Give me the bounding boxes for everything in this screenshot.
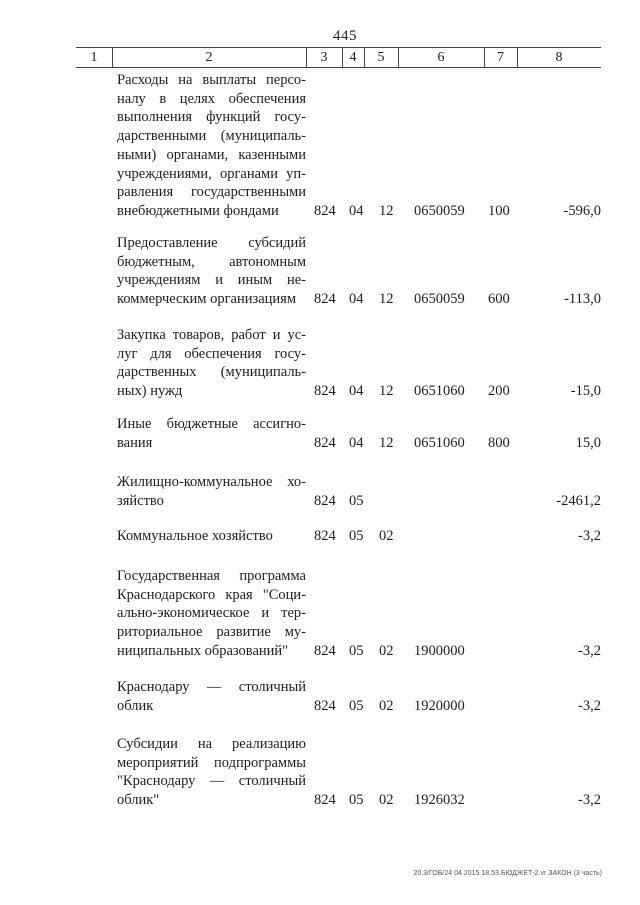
cell-c8: -3,2 <box>578 642 601 659</box>
row-description <box>117 567 306 661</box>
description-line: Закупка товаров, работ и ус- <box>117 327 306 343</box>
row-description <box>117 326 306 401</box>
description-line: равления государственными <box>117 184 306 201</box>
cell-c8: -3,2 <box>578 792 601 809</box>
description-line: дарственными (муниципаль- <box>117 128 306 145</box>
cell-c4: 04 <box>349 202 364 219</box>
cell-c8: 15,0 <box>575 434 601 451</box>
cell-c3: 824 <box>314 434 336 451</box>
table-row <box>0 415 640 452</box>
description-line: дарственных (муниципаль- <box>117 364 306 381</box>
header-col-5: 5 <box>364 48 399 67</box>
cell-c3: 824 <box>314 383 336 400</box>
description-line: ально-экономическое и тер- <box>117 605 306 622</box>
cell-c8: -15,0 <box>570 383 601 400</box>
cell-c7: 100 <box>488 202 510 219</box>
description-line: бюджетным, автономным <box>117 253 306 270</box>
cell-c4: 05 <box>349 528 364 544</box>
header-col-7: 7 <box>484 48 518 67</box>
cell-c3: 824 <box>314 792 336 809</box>
header-col-4: 4 <box>342 48 365 67</box>
cell-c8: -3,2 <box>578 697 601 714</box>
cell-c3: 824 <box>314 202 336 219</box>
row-description <box>117 678 306 715</box>
description-line: "Краснодару — столичный <box>117 773 306 790</box>
cell-c8: -113,0 <box>564 291 601 308</box>
description-line: коммерческим организациям <box>117 291 297 308</box>
table-row <box>0 567 640 661</box>
header-col-3: 3 <box>306 48 343 67</box>
table-row <box>0 473 640 510</box>
description-line: Предоставление субсидий <box>117 235 306 251</box>
description-line: луг для обеспечения госу- <box>117 345 306 362</box>
cell-c6: 1920000 <box>414 697 465 714</box>
description-line: Краснодарского края "Соци- <box>117 586 306 603</box>
table-row <box>0 527 640 546</box>
cell-c5: 12 <box>379 291 394 308</box>
cell-c5: 12 <box>379 383 394 400</box>
row-description <box>117 473 306 510</box>
description-line: Коммунальное хозяйство <box>117 528 273 544</box>
cell-c5: 02 <box>379 697 394 714</box>
cell-c5: 02 <box>379 528 394 544</box>
table-row <box>0 678 640 715</box>
cell-c4: 05 <box>349 642 364 659</box>
cell-c6: 0651060 <box>414 434 465 451</box>
cell-c4: 04 <box>349 383 364 400</box>
cell-c7: 800 <box>488 434 510 451</box>
description-line: учреждениям и иным не- <box>117 272 306 289</box>
description-line: зяйство <box>117 492 164 509</box>
row-description <box>117 735 306 810</box>
cell-c4: 04 <box>349 434 364 451</box>
header-col-2: 2 <box>112 48 307 67</box>
description-line: облик <box>117 697 154 714</box>
row-description <box>117 527 306 546</box>
description-line: риториальное развитие му- <box>117 624 306 641</box>
table-row <box>0 326 640 401</box>
cell-c4: 05 <box>349 492 364 509</box>
description-line: Расходы на выплаты персо- <box>117 72 306 88</box>
description-line: ных) нужд <box>117 383 183 400</box>
row-description <box>117 71 306 221</box>
cell-c3: 824 <box>314 492 336 509</box>
description-line: мероприятий подпрограммы <box>117 754 306 771</box>
description-line: ными) органами, казенными <box>117 146 306 163</box>
cell-c3: 824 <box>314 528 336 544</box>
cell-c8: -596,0 <box>563 202 601 219</box>
description-line: вания <box>117 434 153 451</box>
cell-c4: 05 <box>349 697 364 714</box>
cell-c7: 600 <box>488 291 510 308</box>
description-line: учреждениями, органами уп- <box>117 165 306 182</box>
header-col-8: 8 <box>555 50 563 65</box>
description-line: Государственная программа <box>117 568 306 584</box>
footer-stamp: 20.3/ГОБ/24 04.2015 18.53.БЮДЖЕТ-2.vr ЗАКОН (3 часть) <box>413 870 602 877</box>
description-line: Иные бюджетные ассигно- <box>117 416 306 432</box>
table-row <box>0 234 640 309</box>
row-description <box>117 415 306 452</box>
description-line: ниципальных образований" <box>117 642 289 659</box>
cell-c4: 04 <box>349 291 364 308</box>
cell-c3: 824 <box>314 291 336 308</box>
cell-c7: 200 <box>488 383 510 400</box>
table-header <box>76 47 601 68</box>
header-col-1: 1 <box>76 48 113 67</box>
description-line: налу в целях обеспечения <box>117 90 306 107</box>
header-col-6: 6 <box>398 48 485 67</box>
cell-c5: 12 <box>379 202 394 219</box>
cell-c6: 0650059 <box>414 291 465 308</box>
cell-c6: 1926032 <box>414 792 465 809</box>
cell-c6: 1900000 <box>414 642 465 659</box>
cell-c3: 824 <box>314 642 336 659</box>
description-line: Краснодару — столичный <box>117 679 306 695</box>
cell-c3: 824 <box>314 697 336 714</box>
cell-c6: 0651060 <box>414 383 465 400</box>
cell-c6: 0650059 <box>414 202 465 219</box>
cell-c8: -2461,2 <box>556 492 601 509</box>
cell-c5: 12 <box>379 434 394 451</box>
description-line: Субсидии на реализацию <box>117 736 306 752</box>
description-line: выполнения функций госу- <box>117 109 306 126</box>
description-line: внебюджетными фондами <box>117 202 279 219</box>
row-description <box>117 234 306 309</box>
cell-c4: 05 <box>349 792 364 809</box>
table-row <box>0 735 640 810</box>
cell-c5: 02 <box>379 642 394 659</box>
page-number: 445 <box>333 28 357 44</box>
cell-c8: -3,2 <box>578 528 601 544</box>
cell-c5: 02 <box>379 792 394 809</box>
description-line: облик" <box>117 792 160 809</box>
table-row <box>0 71 640 221</box>
description-line: Жилищно-коммунальное хо- <box>117 474 306 490</box>
